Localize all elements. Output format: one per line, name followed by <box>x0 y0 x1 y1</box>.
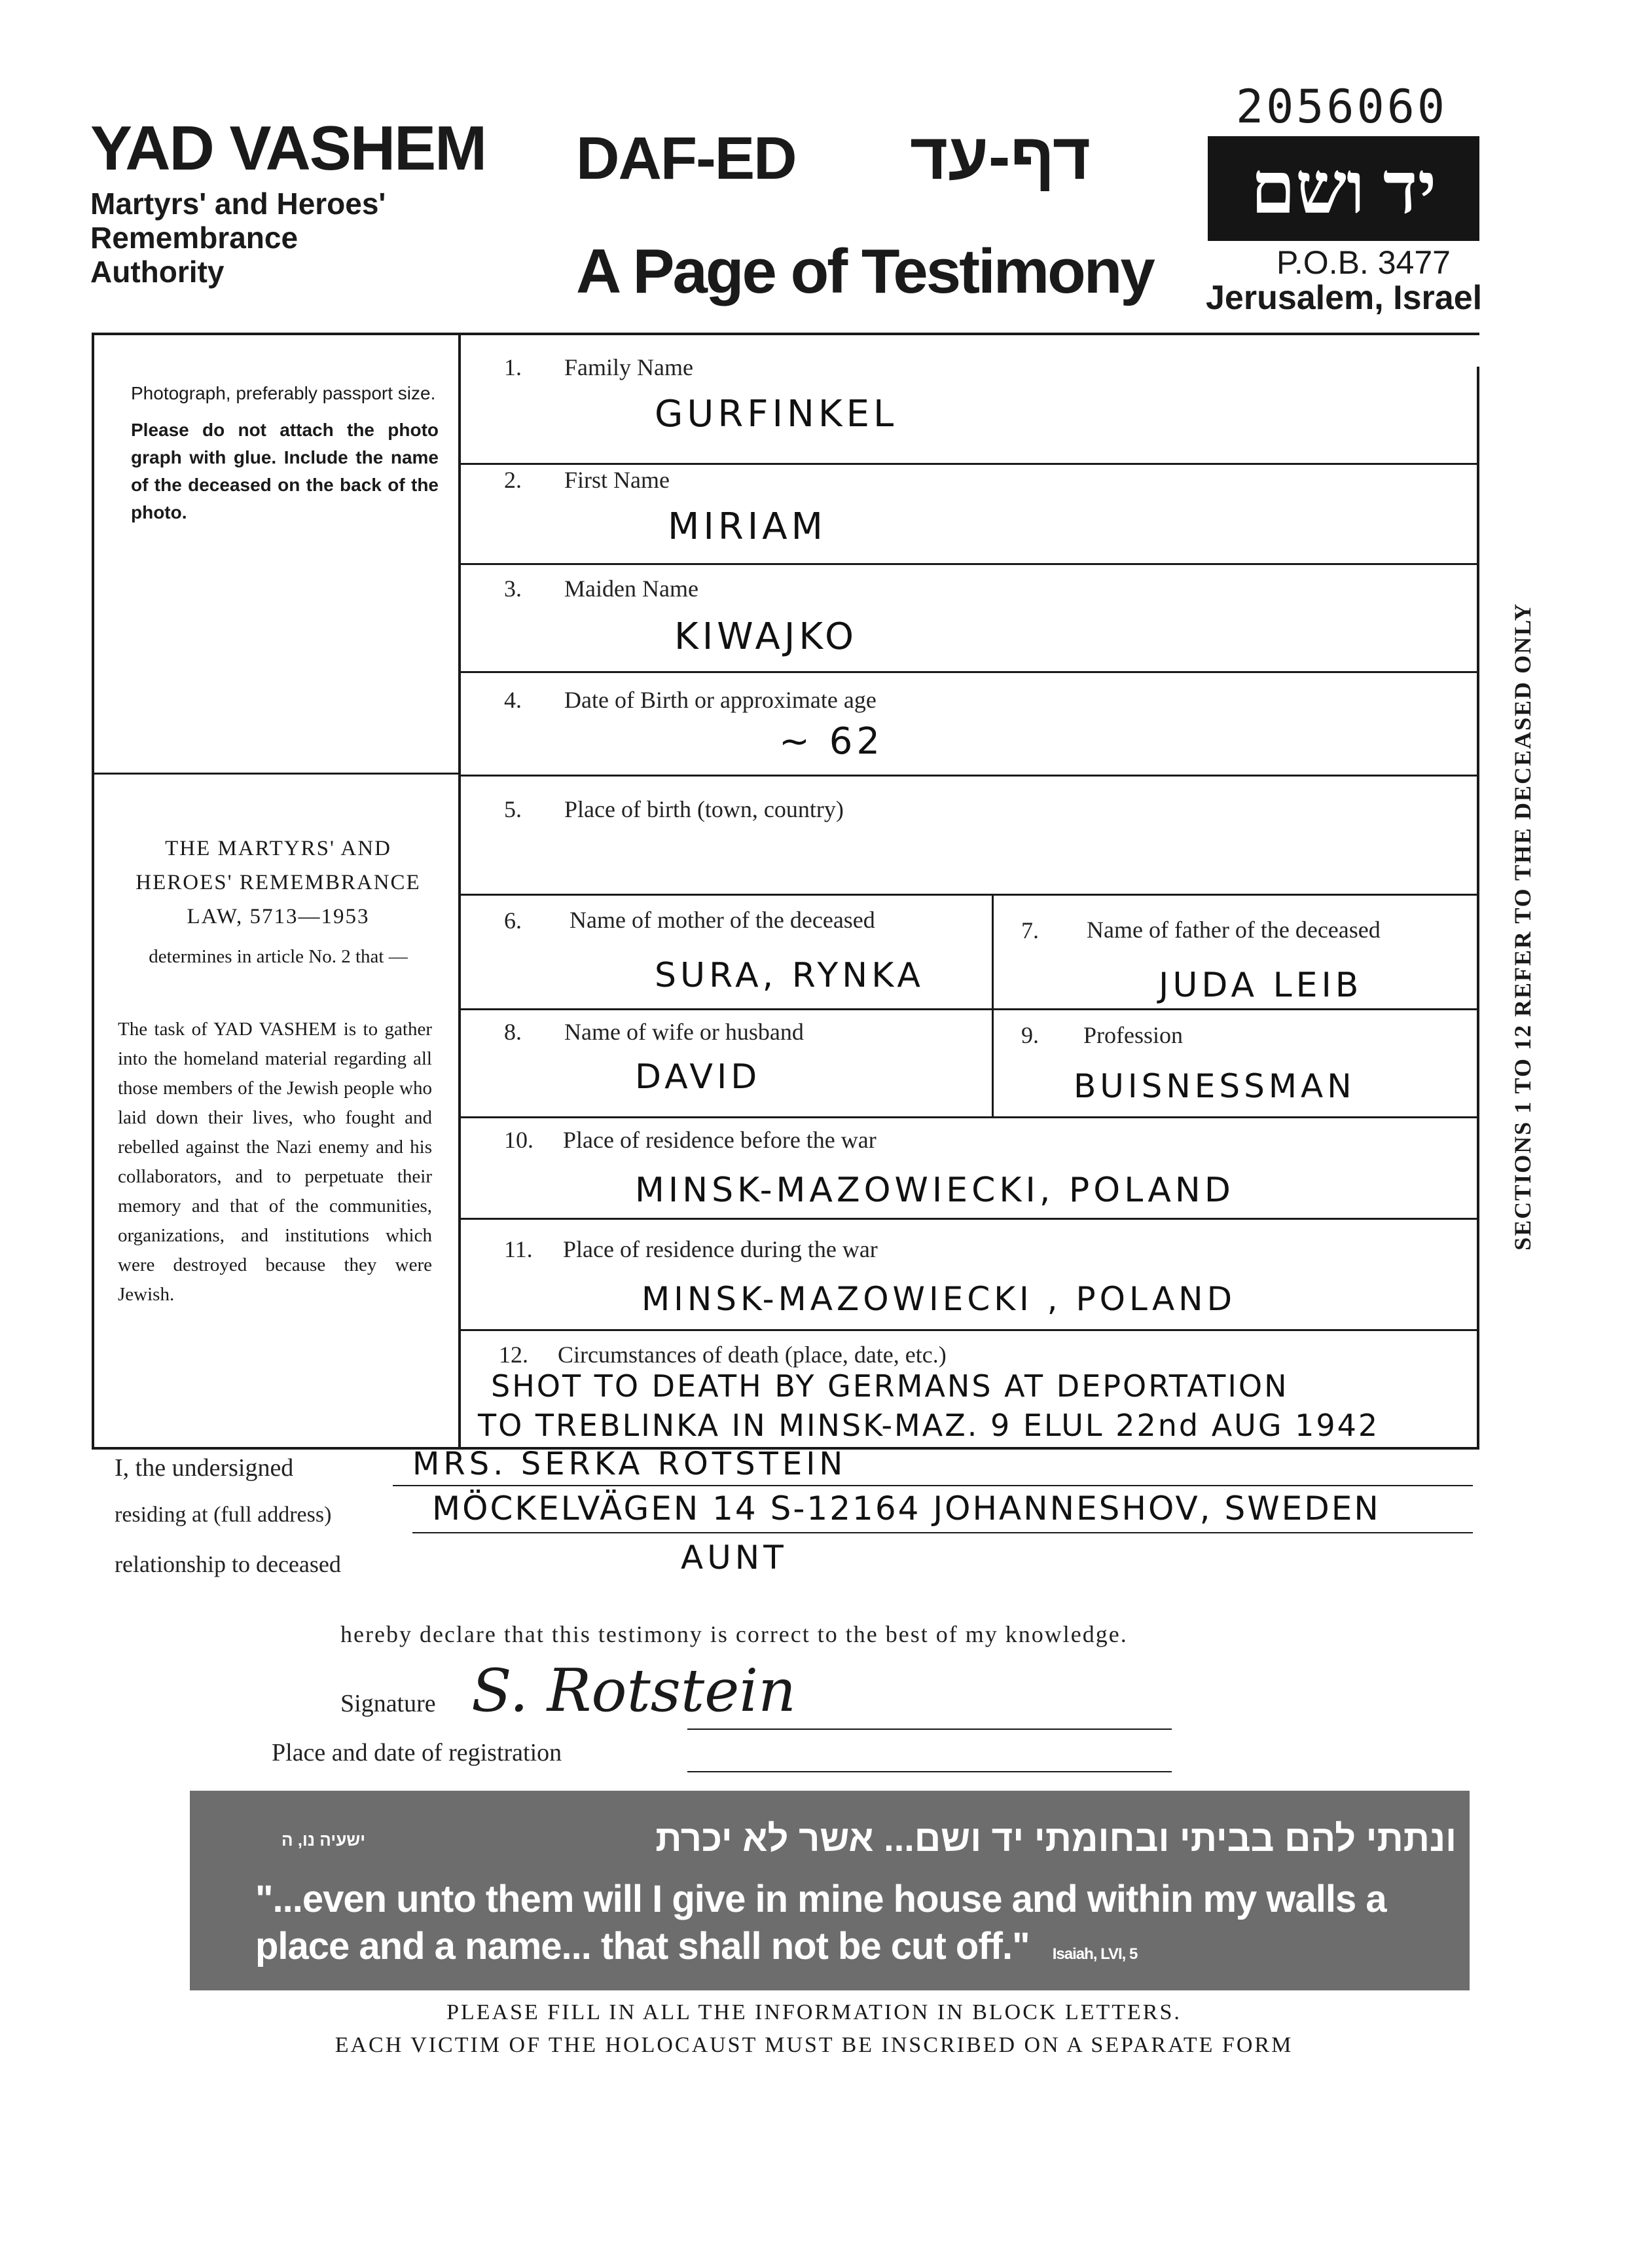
banner-english-text <box>255 1876 1434 1978</box>
field-number: 11. <box>504 1236 533 1262</box>
mother-name-label: Name of mother of the deceased <box>570 907 875 933</box>
address-label: residing at (full address) <box>115 1503 332 1527</box>
org-subtitle-line: Authority <box>90 255 225 289</box>
spouse-name-value[interactable]: DAVID <box>635 1057 761 1097</box>
org-subtitle-line: Martyrs' and Heroes' <box>90 187 386 221</box>
frame-top-line <box>92 333 1479 335</box>
banner-english-ref: Isaiah, LVI, 5 <box>1052 1945 1138 1963</box>
field-number: 10. <box>504 1127 534 1153</box>
banner-english-quote: "...even unto them will I give in mine house and within my walls a place and a name... that shall not be cut off." <box>255 1878 1386 1967</box>
po-box: P.O.B. 3477 <box>1276 244 1451 281</box>
org-subtitle <box>90 187 483 289</box>
father-name-value[interactable]: JUDA LEIB <box>1159 966 1363 1005</box>
org-title: YAD VASHEM <box>90 113 486 183</box>
row-line <box>460 1008 1478 1010</box>
law-title: THE MARTYRS' AND HEROES' REMEMBRANCE LAW, 5713—1953 <box>136 837 421 928</box>
death-circumstances-line2[interactable]: TO TREBLINKA IN MINSK-MAZ. 9 ELUL 22nd AUG 1942 <box>478 1408 1380 1443</box>
field-number: 8. <box>504 1019 522 1045</box>
registration-line <box>687 1771 1172 1772</box>
field-number: 9. <box>1021 1022 1039 1048</box>
field-number: 2. <box>504 467 522 493</box>
photo-size-note: Photograph, preferably passport size. <box>131 383 436 403</box>
form-name: DAF-ED <box>576 125 796 192</box>
photo-attach-note: Please do not attach the photo graph with glue. Include the name of the deceased on the back of the photo. <box>131 420 439 522</box>
death-circumstances-label: Circumstances of death (place, date, etc.) <box>558 1342 947 1368</box>
address-line <box>412 1532 1473 1533</box>
address-value[interactable]: MÖCKELVÄGEN 14 S-12164 JOHANNESHOV, SWEDEN <box>432 1490 1381 1527</box>
row-line <box>460 463 1478 465</box>
family-name-label: Family Name <box>564 354 693 380</box>
birth-date-value[interactable]: ~ 62 <box>779 720 884 763</box>
first-name-label: First Name <box>564 467 670 493</box>
profession-label: Profession <box>1083 1022 1183 1048</box>
form-number: 2056060 <box>1236 80 1448 134</box>
row-line <box>460 1116 1478 1118</box>
law-text: The task of YAD VASHEM is to gather into the homeland material regarding all those members of the Jewish people who laid down their lives, who fought and rebelled against the Nazi enemy and his collaborators, and to perpetuate their memory and that of the communities, organizations, and institutions which were destroyed because they were Jewish. <box>118 1019 432 1305</box>
frame-right-line <box>1477 367 1479 1447</box>
scripture-banner <box>190 1791 1470 1990</box>
column-divider <box>458 333 461 1449</box>
signature-label: Signature <box>340 1690 436 1717</box>
death-circumstances-line1[interactable]: SHOT TO DEATH BY GERMANS AT DEPORTATION <box>491 1368 1289 1404</box>
row-line <box>460 1218 1478 1220</box>
maiden-name-value[interactable]: KIWAJKO <box>674 615 858 658</box>
signature-line <box>687 1728 1172 1730</box>
spouse-name-label: Name of wife or husband <box>564 1019 804 1045</box>
instruction-line-1: PLEASE FILL IN ALL THE INFORMATION IN BLOCK LETTERS. <box>446 2000 1182 2024</box>
first-name-value[interactable]: MIRIAM <box>668 505 827 548</box>
photo-box-bottom <box>92 773 460 775</box>
side-note <box>1502 557 1555 1296</box>
city: Jerusalem, Israel <box>1206 279 1483 317</box>
yad-vashem-logo: יד ושם <box>1208 136 1479 241</box>
birth-place-label: Place of birth (town, country) <box>564 796 844 822</box>
signature[interactable]: S. Rotstein <box>471 1656 797 1725</box>
undersigned-label: I, the undersigned <box>115 1454 294 1482</box>
undersigned-line <box>393 1485 1473 1486</box>
relationship-value[interactable]: AUNT <box>681 1539 787 1577</box>
half-divider <box>992 894 994 1116</box>
profession-value[interactable]: BUISNESSMAN <box>1074 1067 1356 1105</box>
maiden-name-label: Maiden Name <box>564 576 698 602</box>
residence-during-value[interactable]: MINSK-MAZOWIECKI , POLAND <box>642 1280 1237 1318</box>
declaration-text: hereby declare that this testimony is correct to the best of my knowledge. <box>340 1621 1128 1647</box>
field-number: 3. <box>504 576 522 602</box>
law-determines: determines in article No. 2 that — <box>149 946 408 967</box>
birth-date-label: Date of Birth or approximate age <box>564 687 877 713</box>
registration-label: Place and date of registration <box>272 1739 562 1766</box>
row-line <box>460 671 1478 673</box>
photo-instructions <box>131 380 439 526</box>
instruction-line-2: EACH VICTIM OF THE HOLOCAUST MUST BE INSCRIBED ON A SEPARATE FORM <box>335 2033 1293 2057</box>
row-line <box>460 775 1478 777</box>
residence-before-label: Place of residence before the war <box>563 1127 877 1153</box>
org-subtitle-line: Remembrance <box>90 221 298 255</box>
banner-hebrew-text: ונתתי להם בביתי ובחומתי יד ושם... אשר לא יכרת <box>655 1818 1456 1859</box>
form-name-hebrew: דף-עד <box>910 120 1091 193</box>
father-name-label: Name of father of the deceased <box>1087 917 1381 943</box>
residence-during-label: Place of residence during the war <box>563 1236 878 1262</box>
row-line <box>460 894 1478 896</box>
page-title: A Page of Testimony <box>576 236 1153 306</box>
field-number: 6. <box>504 907 522 934</box>
row-line <box>460 1329 1478 1331</box>
undersigned-value[interactable]: MRS. SERKA ROTSTEIN <box>412 1446 847 1482</box>
relationship-label: relationship to deceased <box>115 1551 341 1577</box>
field-number: 1. <box>504 354 522 380</box>
mother-name-value[interactable]: SURA, RYNKA <box>655 956 924 995</box>
residence-before-value[interactable]: MINSK-MAZOWIECKI, POLAND <box>635 1171 1235 1210</box>
family-name-value[interactable]: GURFINKEL <box>655 393 898 435</box>
field-number: 4. <box>504 687 522 713</box>
row-line <box>460 563 1478 565</box>
side-note-text: SECTIONS 1 TO 12 REFER TO THE DECEASED ONLY <box>1510 602 1536 1251</box>
field-number: 5. <box>504 796 522 822</box>
field-number: 7. <box>1021 917 1039 943</box>
field-number: 12. <box>499 1342 528 1368</box>
frame-left-line <box>92 333 94 1449</box>
banner-hebrew-ref: ישעיה נו, ה <box>281 1830 366 1850</box>
